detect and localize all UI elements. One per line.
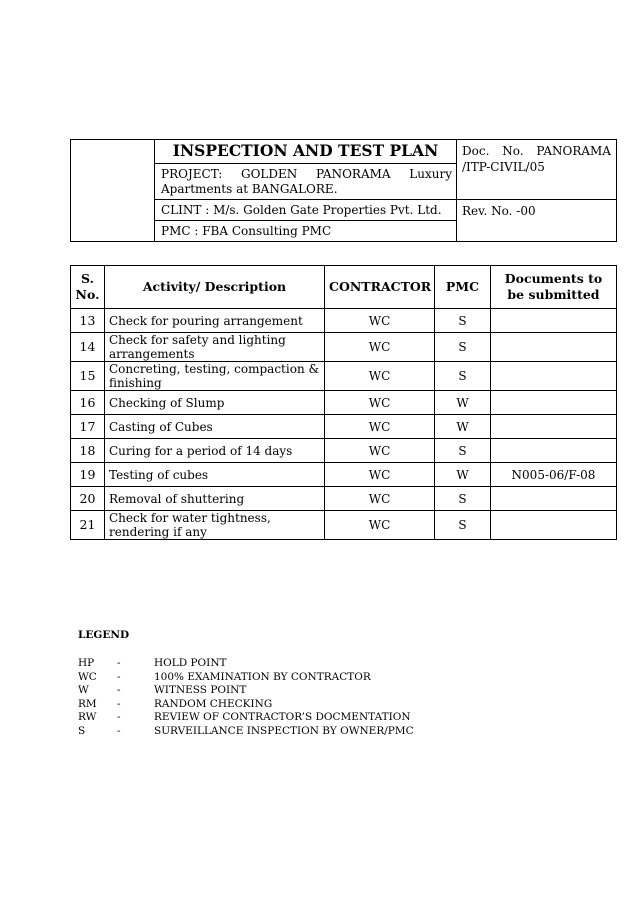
legend-dash: - bbox=[117, 670, 121, 683]
legend-code: WC bbox=[78, 670, 97, 683]
contractor-cell: WC bbox=[325, 333, 435, 362]
contractor-cell: WC bbox=[325, 309, 435, 333]
contractor-cell: WC bbox=[325, 487, 435, 511]
table-body bbox=[71, 309, 617, 540]
legend-code: RW bbox=[78, 711, 97, 724]
pmc-cell: S bbox=[435, 309, 491, 333]
table-row bbox=[71, 487, 617, 511]
contractor-cell: WC bbox=[325, 391, 435, 415]
legend-title: LEGEND bbox=[78, 629, 130, 641]
legend-dash: - bbox=[117, 684, 121, 697]
col-header-activity: Activity/ Description bbox=[105, 266, 325, 309]
project-word: PROJECT: bbox=[161, 167, 223, 181]
col-header-sno: S. No. bbox=[71, 266, 105, 309]
legend-code: HP bbox=[78, 657, 95, 669]
legend-dash: - bbox=[117, 657, 121, 669]
documents-cell bbox=[491, 487, 617, 511]
activity-cell: Check for water tightness, rendering if any bbox=[105, 511, 325, 540]
pmc-cell: S bbox=[435, 511, 491, 540]
table-row bbox=[71, 463, 617, 487]
documents-cell bbox=[491, 415, 617, 439]
revision-number: Rev. No. -00 bbox=[457, 200, 617, 242]
sno-cell: 15 bbox=[71, 362, 105, 391]
contractor-cell: WC bbox=[325, 511, 435, 540]
logo-cell bbox=[71, 140, 155, 242]
document-title: INSPECTION AND TEST PLAN bbox=[155, 140, 457, 164]
inspection-table bbox=[70, 265, 617, 540]
activity-cell: Concreting, testing, compaction & finishing bbox=[105, 362, 325, 391]
client-info: CLINT : M/s. Golden Gate Properties Pvt. Ltd. bbox=[155, 200, 457, 221]
pmc-cell: W bbox=[435, 463, 491, 487]
sno-cell: 19 bbox=[71, 463, 105, 487]
project-info bbox=[155, 164, 457, 200]
pmc-cell: S bbox=[435, 439, 491, 463]
legend-code: RM bbox=[78, 697, 97, 710]
table-row bbox=[71, 511, 617, 540]
activity-cell: Curing for a period of 14 days bbox=[105, 439, 325, 463]
legend-meaning: 100% EXAMINATION BY CONTRACTOR bbox=[154, 670, 371, 683]
contractor-cell: WC bbox=[325, 415, 435, 439]
documents-cell: N005-06/F-08 bbox=[491, 463, 617, 487]
sno-cell: 13 bbox=[71, 309, 105, 333]
legend-item bbox=[78, 725, 438, 739]
doc-word: No. bbox=[502, 144, 524, 158]
col-header-contractor: CONTRACTOR bbox=[325, 266, 435, 309]
documents-cell bbox=[491, 391, 617, 415]
legend-item bbox=[78, 711, 438, 725]
col-header-documents: Documents to be submitted bbox=[491, 266, 617, 309]
table-row bbox=[71, 309, 617, 333]
activity-cell: Check for pouring arrangement bbox=[105, 309, 325, 333]
header-table bbox=[70, 139, 617, 242]
table-row bbox=[71, 362, 617, 391]
project-word: Luxury bbox=[409, 167, 452, 181]
contractor-cell: WC bbox=[325, 439, 435, 463]
sno-cell: 20 bbox=[71, 487, 105, 511]
project-word: GOLDEN bbox=[241, 167, 298, 181]
sno-cell: 21 bbox=[71, 511, 105, 540]
col-header-pmc: PMC bbox=[435, 266, 491, 309]
documents-cell bbox=[491, 309, 617, 333]
activity-cell: Testing of cubes bbox=[105, 463, 325, 487]
legend-dash: - bbox=[117, 724, 121, 737]
legend-dash: - bbox=[117, 697, 121, 710]
legend-dash: - bbox=[117, 711, 121, 724]
legend-meaning: HOLD POINT bbox=[154, 657, 227, 669]
activity-cell: Casting of Cubes bbox=[105, 415, 325, 439]
sno-cell: 18 bbox=[71, 439, 105, 463]
documents-cell bbox=[491, 439, 617, 463]
documents-cell bbox=[491, 362, 617, 391]
contractor-cell: WC bbox=[325, 362, 435, 391]
table-row bbox=[71, 333, 617, 362]
doc-word: Doc. bbox=[462, 144, 490, 158]
table-header-row bbox=[71, 266, 617, 309]
activity-cell: Check for safety and lighting arrangements bbox=[105, 333, 325, 362]
legend-code: S bbox=[78, 724, 86, 737]
sno-cell: 14 bbox=[71, 333, 105, 362]
sno-cell: 17 bbox=[71, 415, 105, 439]
legend-meaning: REVIEW OF CONTRACTOR’S DOCMENTATION bbox=[154, 711, 411, 724]
legend-item bbox=[78, 698, 438, 712]
table-row bbox=[71, 439, 617, 463]
table-row bbox=[71, 391, 617, 415]
legend-code: W bbox=[78, 684, 89, 697]
legend bbox=[78, 657, 438, 739]
legend-item bbox=[78, 671, 438, 685]
documents-cell bbox=[491, 511, 617, 540]
pmc-cell: W bbox=[435, 391, 491, 415]
legend-item bbox=[78, 684, 438, 698]
pmc-cell: S bbox=[435, 487, 491, 511]
table-row bbox=[71, 415, 617, 439]
legend-meaning: WITNESS POINT bbox=[154, 684, 247, 697]
activity-cell: Removal of shuttering bbox=[105, 487, 325, 511]
pmc-cell: S bbox=[435, 362, 491, 391]
pmc-cell: W bbox=[435, 415, 491, 439]
legend-meaning: SURVEILLANCE INSPECTION BY OWNER/PMC bbox=[154, 724, 414, 737]
documents-cell bbox=[491, 333, 617, 362]
doc-number bbox=[457, 140, 617, 200]
legend-item bbox=[78, 657, 438, 671]
doc-word: PANORAMA bbox=[536, 144, 611, 158]
doc-number-line2: /ITP-CIVIL/05 bbox=[462, 160, 545, 174]
legend-meaning: RANDOM CHECKING bbox=[154, 697, 273, 710]
contractor-cell: WC bbox=[325, 463, 435, 487]
sno-cell: 16 bbox=[71, 391, 105, 415]
project-word: PANORAMA bbox=[315, 167, 391, 181]
pmc-info: PMC : FBA Consulting PMC bbox=[155, 221, 457, 242]
pmc-cell: S bbox=[435, 333, 491, 362]
project-line2: Apartments at BANGALORE. bbox=[161, 182, 338, 196]
activity-cell: Checking of Slump bbox=[105, 391, 325, 415]
